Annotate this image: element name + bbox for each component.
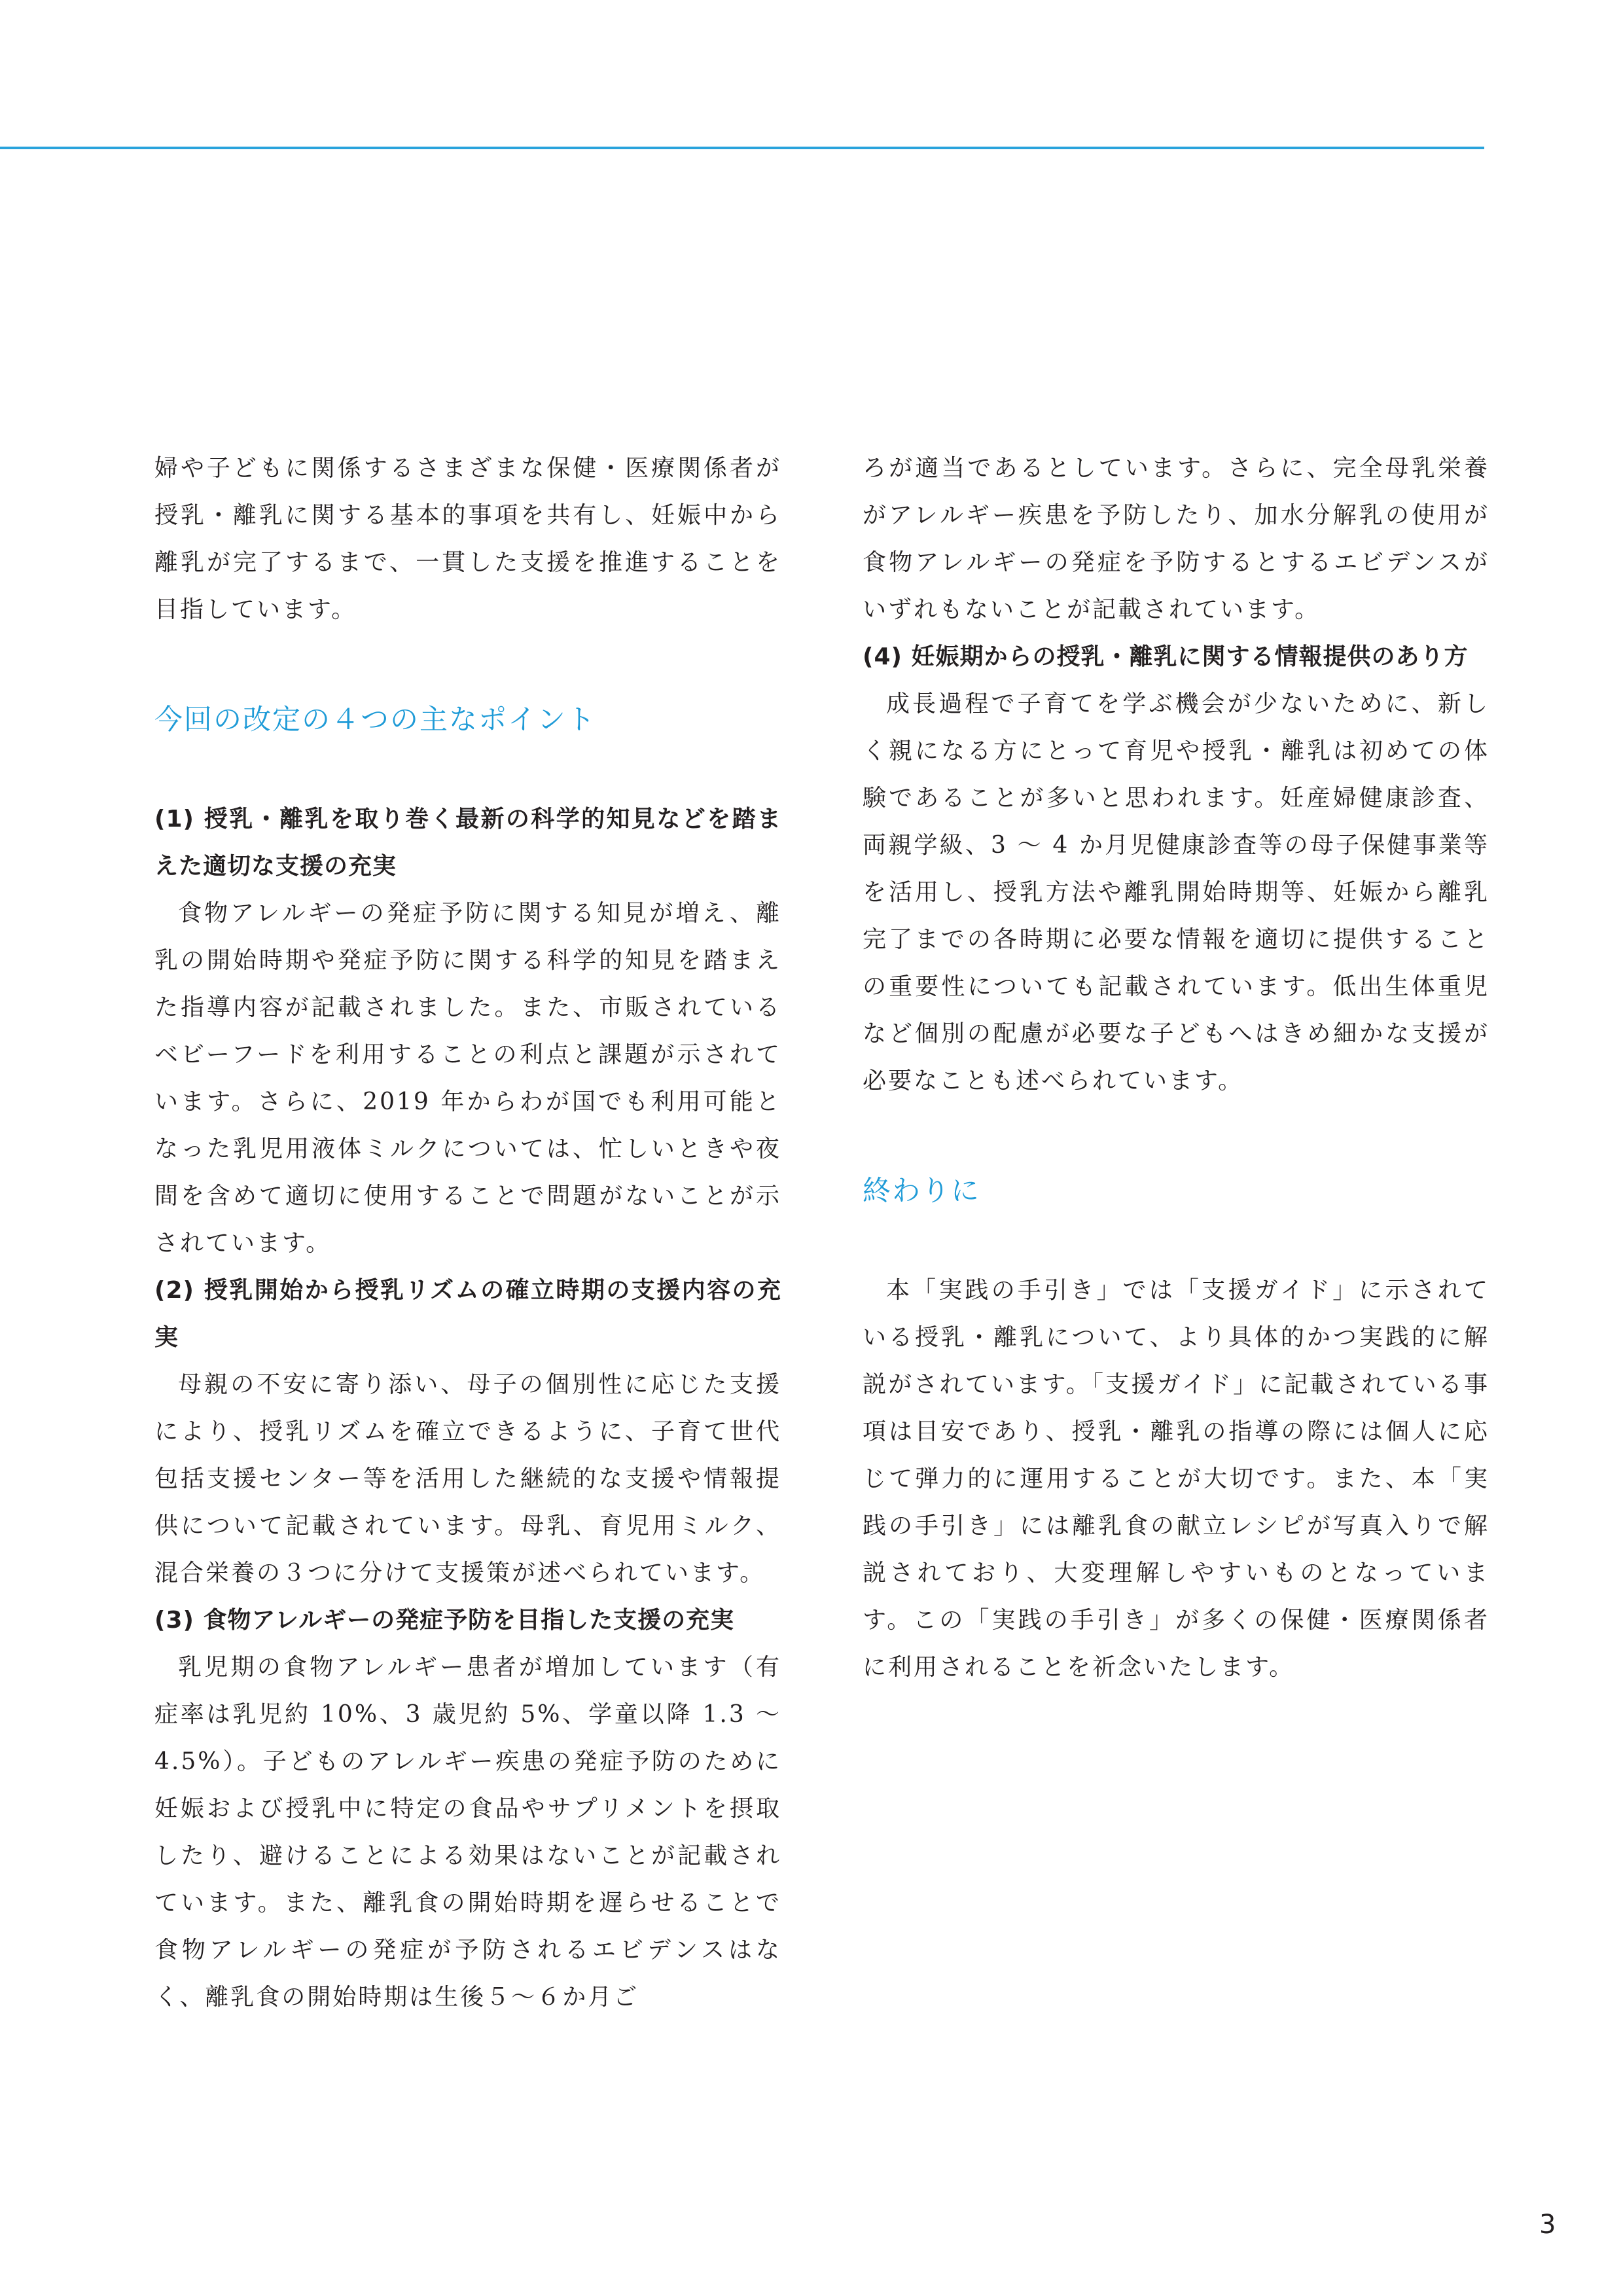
- point-3-heading: (3) 食物アレルギーの発症予防を目指した支援の充実: [154, 1607, 735, 1634]
- closing-paragraph: 本「実践の手引き」では「支援ガイド」に示されている授乳・離乳について、より具体的かつ実践的に解説がされています。「支援ガイド」に記載されている事項は目安であり、授乳・離乳の指導の際には個人に応じて弾力的に運用することが大切です。また、本「実践の手引き」には離乳食の献立レシピが写真入りで解説されており、大変理解しやすいものとなっています。この「実践の手引き」が多くの保健・医療関係者に利用されることを祈念いたします。: [863, 1277, 1489, 1681]
- point-4-paragraph: 成長過程で子育てを学ぶ機会が少ないために、新しく親になる方にとって育児や授乳・離乳は初めての体験であることが多いと思われます。妊産婦健康診査、両親学級、3 ～ 4 か月児健康診査等の母子保健事業等を活用し、授乳方法や離乳開始時期等、妊娠から離乳完了までの各時期に必要な情報を適切に提供することの重要性についても記載されています。低出生体重児など個別の配慮が必要な子どもへはきめ細かな支援が必要なことも述べられています。: [863, 691, 1489, 1094]
- point-4-heading: (4) 妊娠期からの授乳・離乳に関する情報提供のあり方: [863, 643, 1469, 670]
- point-1-paragraph: 食物アレルギーの発症予防に関する知見が増え、離乳の開始時期や発症予防に関する科学的知見を踏まえた指導内容が記載されました。また、市販されているベビーフードを利用することの利点と課題が示されています。さらに、2019 年からわが国でも利用可能となった乳児用液体ミルクについては、忙しいときや夜間を含めて適切に使用することで問題がないことが示されています。: [154, 900, 781, 1257]
- left-column: [154, 445, 781, 2021]
- point-3-paragraph-continued: ろが適当であるとしています。さらに、完全母乳栄養がアレルギー疾患を予防したり、加水分解乳の使用が食物アレルギーの発症を予防するとするエビデンスがいずれもないことが記載されています。: [863, 455, 1489, 623]
- point-1-heading: (1) 授乳・離乳を取り巻く最新の科学的知見などを踏まえた適切な支援の充実: [154, 806, 781, 880]
- section-title-closing: 終わりに: [863, 1175, 980, 1208]
- section-title-points: 今回の改定の４つの主なポイント: [154, 704, 596, 736]
- point-2-heading: (2) 授乳開始から授乳リズムの確立時期の支援内容の充実: [154, 1277, 781, 1351]
- right-column: [863, 445, 1489, 1691]
- point-3-paragraph: 乳児期の食物アレルギー患者が増加しています（有症率は乳児約 10%、3 歳児約 5%、学童以降 1.3 ～ 4.5%）。子どものアレルギー疾患の発症予防のために妊娠および授乳中に特定の食品やサプリメントを摂取したり、避けることによる効果はないことが記載されています。また、離乳食の開始時期を遅らせることで食物アレルギーの発症が予防されるエビデンスはなく、離乳食の開始時期は生後５～６か月ご: [154, 1654, 781, 2011]
- page-number: 3: [1539, 2210, 1556, 2240]
- point-2-paragraph: 母親の不安に寄り添い、母子の個別性に応じた支援により、授乳リズムを確立できるように、子育て世代包括支援センター等を活用した継続的な支援や情報提供について記載されています。母乳、育児用ミルク、混合栄養の３つに分けて支援策が述べられています。: [154, 1371, 781, 1587]
- intro-paragraph: 婦や子どもに関係するさまざまな保健・医療関係者が授乳・離乳に関する基本的事項を共有し、妊娠中から離乳が完了するまで、一貫した支援を推進することを目指しています。: [154, 455, 781, 623]
- header-rule: [0, 147, 1484, 149]
